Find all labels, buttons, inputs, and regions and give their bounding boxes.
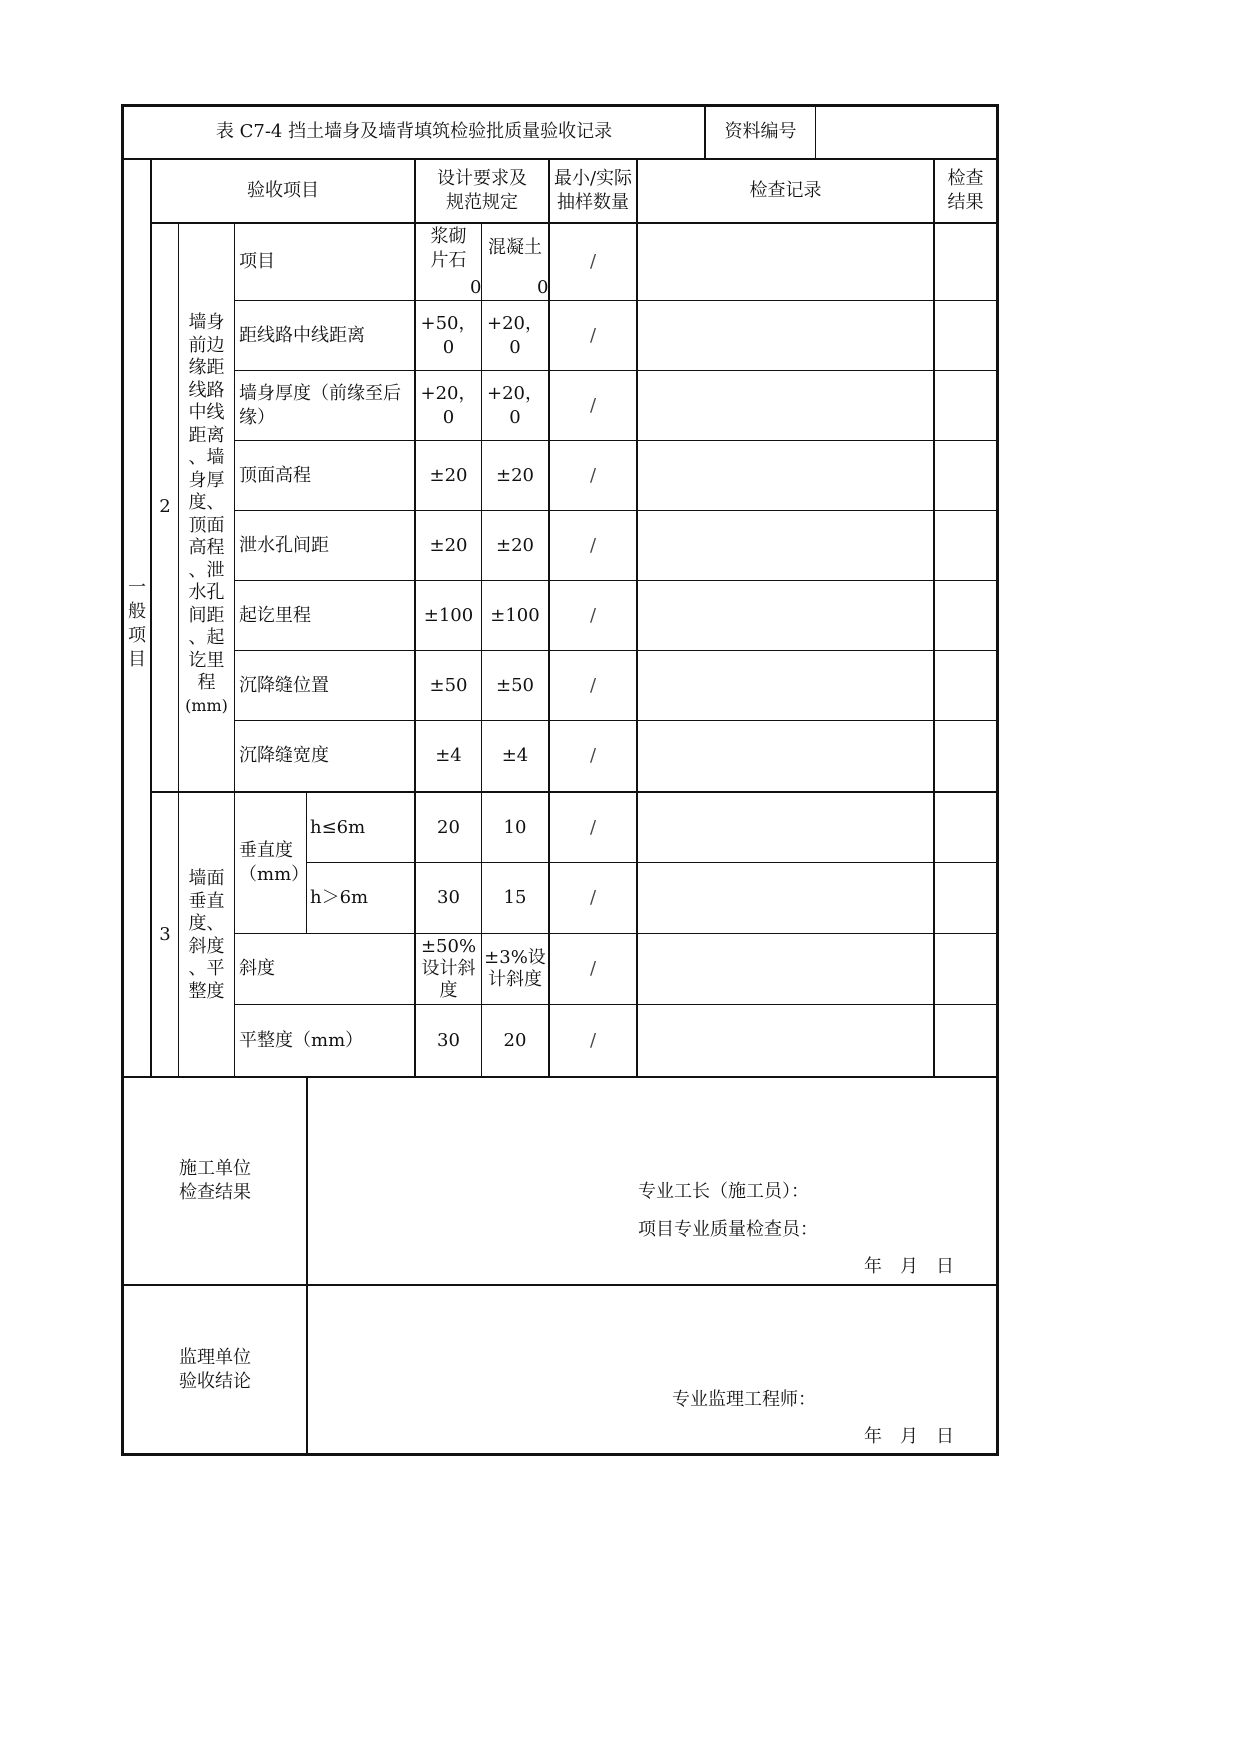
col-sample-line1: 最小/实际 <box>553 168 633 189</box>
section-char: 项 <box>128 625 146 646</box>
subhead-col1-line1: 浆砌 <box>430 226 467 247</box>
slope-v1 <box>416 934 481 1004</box>
row-v2: ±20 <box>496 534 534 556</box>
col-record-header: 检查记录 <box>749 180 822 201</box>
col-design-line2: 规范规定 <box>446 192 518 213</box>
group3-title-line: 度、 <box>188 913 225 934</box>
group2-title-line: 身厚 <box>188 469 225 491</box>
group3-title-line: 垂直 <box>188 890 225 912</box>
condition-label: h≤6m <box>310 816 366 838</box>
col-design-header <box>416 160 548 222</box>
row-v2: +20，0 <box>487 382 543 428</box>
row-v2: 15 <box>503 887 527 908</box>
result-cell[interactable] <box>935 1005 996 1076</box>
verticality-label <box>239 793 310 933</box>
slope-v1-line2: 设计斜 <box>421 958 476 979</box>
row-sample: / <box>589 464 597 486</box>
border-right <box>996 104 999 1456</box>
group3-title-line: 斜度 <box>188 935 225 957</box>
row-v1: ±50 <box>429 674 468 696</box>
subhead-col1-zero: 0 <box>470 277 482 298</box>
record-cell[interactable] <box>638 721 933 791</box>
subhead-sample: / <box>589 251 597 272</box>
slope-v2 <box>482 934 548 1004</box>
row-v1: ±20 <box>429 464 468 486</box>
record-cell[interactable] <box>638 793 933 862</box>
result-cell[interactable] <box>935 301 996 370</box>
record-cell[interactable] <box>638 1005 933 1076</box>
row-v1: +50，0 <box>420 312 477 358</box>
col-result-line2: 结果 <box>947 192 984 213</box>
row-v1: +20，0 <box>420 382 477 428</box>
result-cell[interactable] <box>935 511 996 580</box>
row-sample: / <box>589 604 597 626</box>
group2-title-line: 间距 <box>188 604 225 626</box>
construction-date: 年 月 日 <box>864 1256 954 1277</box>
border-bottom <box>122 1453 999 1456</box>
group2-title-line: 、墙 <box>188 447 225 468</box>
supervision-label <box>124 1286 306 1453</box>
record-cell[interactable] <box>638 934 933 1004</box>
row-label: 沉降缝位置 <box>239 674 329 696</box>
row-label <box>239 371 411 440</box>
row-sample: / <box>589 1029 597 1051</box>
record-cell[interactable] <box>638 511 933 580</box>
row-v2: 20 <box>503 1029 527 1051</box>
slope-v2-line2: 计斜度 <box>488 969 542 990</box>
foreman-signature-label: 专业工长（施工员）： <box>638 1181 809 1202</box>
record-cell[interactable] <box>638 301 933 370</box>
subhead-col1-line2: 片石 <box>430 250 467 271</box>
group2-title-line: 中线 <box>188 402 225 423</box>
result-cell[interactable] <box>935 863 996 933</box>
row-sample: / <box>589 745 597 766</box>
col-sample-line2: 抽样数量 <box>557 192 629 213</box>
record-cell[interactable] <box>638 371 933 440</box>
col-item-header: 验收项目 <box>247 180 319 201</box>
col-result-header <box>935 160 996 222</box>
group3-title-line: 墙面 <box>188 868 225 889</box>
section-char: 般 <box>128 601 146 622</box>
result-cell[interactable] <box>935 224 996 300</box>
result-cell[interactable] <box>935 371 996 440</box>
group3-number: 3 <box>159 923 171 945</box>
group2-title-line: 、泄 <box>188 559 225 581</box>
section-label <box>124 576 150 672</box>
col-design-line1: 设计要求及 <box>437 168 527 189</box>
row-v1: ±20 <box>429 534 468 556</box>
group2-title-line: 距离 <box>188 424 225 446</box>
row-v2: +20，0 <box>487 312 543 358</box>
result-cell[interactable] <box>935 441 996 510</box>
construction-label-line1: 施工单位 <box>179 1158 251 1179</box>
record-cell[interactable] <box>638 224 933 300</box>
record-cell[interactable] <box>638 441 933 510</box>
row-label: 平整度（mm） <box>239 1029 364 1051</box>
group3-title <box>179 868 234 1003</box>
row-v2: ±100 <box>490 604 540 626</box>
condition-label: h＞6m <box>310 887 369 908</box>
group2-title-line: 水孔 <box>188 582 225 603</box>
row-label: 起讫里程 <box>239 604 311 626</box>
group2-title-line: 度、 <box>188 492 225 513</box>
row-label: 距线路中线距离 <box>239 324 365 346</box>
row-sample: / <box>589 324 597 346</box>
group2-title-line: 前边 <box>188 334 225 356</box>
engineer-signature-label: 专业监理工程师： <box>672 1389 816 1410</box>
subhead-label: 项目 <box>239 251 275 272</box>
row-label-line2: 缘） <box>239 406 275 428</box>
group3-title-line: 整度 <box>188 980 225 1002</box>
group2-title-line: 线路 <box>188 379 225 401</box>
row-sample: / <box>589 674 597 696</box>
row-sample: / <box>589 816 597 838</box>
row-sample: / <box>589 958 597 979</box>
section-char: 目 <box>128 649 146 670</box>
supervision-date: 年 月 日 <box>864 1426 954 1447</box>
group2-title-line: 缘距 <box>188 357 225 378</box>
supervision-label-line1: 监理单位 <box>179 1346 251 1368</box>
doc-no-field[interactable] <box>816 106 996 158</box>
slope-v1-line3: 度 <box>439 980 458 1001</box>
group2-title-line: 讫里 <box>188 649 225 671</box>
col-sample-header <box>550 160 636 222</box>
group2-title-line: 、起 <box>188 627 225 648</box>
signature-vline <box>306 1077 308 1455</box>
result-cell[interactable] <box>935 721 996 791</box>
col-result-line1: 检查 <box>947 168 984 189</box>
row-v1: 30 <box>437 1029 460 1051</box>
form-title: 表 C7-4 挡土墙身及墙背填筑检验批质量验收记录 <box>215 121 613 142</box>
row-v2: 10 <box>503 816 527 838</box>
group2-title-line: 高程 <box>188 537 225 558</box>
construction-label-line2: 检查结果 <box>179 1182 251 1203</box>
row-v1: ±4 <box>435 745 462 766</box>
supervision-label-line2: 验收结论 <box>179 1370 251 1392</box>
result-cell[interactable] <box>935 793 996 862</box>
result-cell[interactable] <box>935 934 996 1004</box>
group2-title-line: 程 <box>197 672 216 693</box>
row-sample: / <box>589 534 597 556</box>
group2-title-line: 顶面 <box>188 514 225 536</box>
row-label: 泄水孔间距 <box>239 534 329 556</box>
row-label: 斜度 <box>239 958 275 979</box>
row-v1: 20 <box>437 816 460 838</box>
record-cell[interactable] <box>638 651 933 720</box>
construction-label <box>124 1078 306 1284</box>
group3-title-line: 、平 <box>188 958 225 979</box>
row-v1: ±100 <box>423 604 474 626</box>
verticality-line2: （mm） <box>239 864 310 885</box>
slope-v1-line1: ±50% <box>420 936 477 957</box>
slope-v2-line1: ±3%设 <box>484 947 546 968</box>
group2-title-line: (mm) <box>185 695 228 715</box>
result-cell[interactable] <box>935 581 996 650</box>
row-sample: / <box>589 887 597 908</box>
row-v2: ±50 <box>496 674 534 696</box>
row-v2: ±4 <box>501 745 529 766</box>
group2-title <box>179 312 234 717</box>
record-cell[interactable] <box>638 863 933 933</box>
row-label: 顶面高程 <box>239 464 311 486</box>
section-char: 一 <box>128 577 146 598</box>
subhead-col2: 混凝土 <box>488 237 542 258</box>
row-label: 沉降缝宽度 <box>239 745 329 766</box>
subhead-col2-zero: 0 <box>537 277 549 298</box>
group2-number: 2 <box>159 496 171 517</box>
inspector-signature-label: 项目专业质量检查员： <box>638 1219 818 1240</box>
subhead-col1 <box>416 226 481 272</box>
record-cell[interactable] <box>638 581 933 650</box>
result-cell[interactable] <box>935 651 996 720</box>
doc-no-label: 资料编号 <box>724 121 797 142</box>
row-v1: 30 <box>437 887 460 908</box>
row-label-line1: 墙身厚度（前缘至后 <box>239 382 401 404</box>
group2-title-line: 墙身 <box>188 312 225 333</box>
verticality-line1: 垂直度 <box>239 840 293 861</box>
row-v2: ±20 <box>496 464 534 486</box>
row-sample: / <box>589 394 597 416</box>
